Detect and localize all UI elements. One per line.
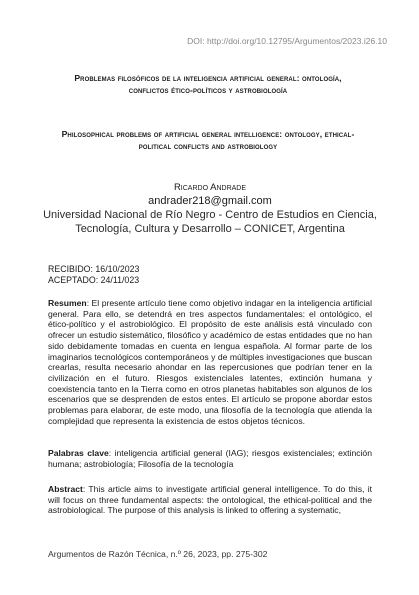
- author-affiliation: Universidad Nacional de Río Negro - Centro de Estudios en Ciencia, Tecnología, Cultura y Desarrollo – CONICET, Argentina: [43, 209, 377, 235]
- keywords-label: Palabras clave: [48, 448, 109, 458]
- dates-block: [48, 264, 139, 286]
- accepted-date: ACEPTADO: 24/11/023: [48, 275, 140, 285]
- resumen-text: : El presente artículo tiene como objetivo indagar en la inteligencia artificial general. Para ello, se detendrá en tres aspectos fundamentales: el ontológico, el ético-político y el astrobiológico. El propósito de este análisis está vinculado con ofrecer un estudio sistemático, filosófico y académico de estas entidades que no han sido debidamente tomadas en cuenta en lengua española. Al formar parte de los imaginarios tecnológicos contemporáneos y de múltiples investigaciones que buscan crearlas, resulta necesario ahondar en las repercusiones que podrían tener en la civilización en el futuro. Riesgos existenciales latentes, extinción humana y coexistencia tanto en la Tierra como en otros planetas habitables son algunos de los escenarios que se desprenden de estos entes. El artículo se propone abordar estos problemas para elaborar, de este modo, una filosofía de la tecnología que atienda la complejidad que representa la existencia de estos objetos técnicos.: [48, 298, 372, 426]
- abstract-text: : This article aims to investigate artificial general intelligence. To do this, it will focus on three fundamental aspects: the ontological, the ethical-political and the astrobiological. The purpose of this analysis is linked to offering a systematic,: [48, 484, 372, 516]
- received-date: RECIBIDO: 16/10/2023: [48, 264, 140, 274]
- title-spanish: Problemas filosóficos de la inteligencia artificial general: ontología, conflictos ético-políticos y astrobiología: [74, 73, 342, 96]
- resumen-label: Resumen: [48, 298, 87, 308]
- author-email[interactable]: andrader218@gmail.com: [148, 195, 272, 207]
- author-name: Ricardo Andrade: [173, 182, 247, 193]
- keywords-paragraph: [48, 448, 372, 469]
- abstract-label: Abstract: [48, 484, 83, 494]
- resumen-paragraph: [48, 298, 372, 426]
- author-block: [40, 182, 380, 236]
- title-english: Philosophical problems of artificial general intelligence: ontology, ethical-political conflicts and astrobiology: [61, 129, 355, 152]
- journal-footer: Argumentos de Razón Técnica, n.º 26, 2023, pp. 275-302: [48, 549, 268, 559]
- keywords-text: : inteligencia artificial general (IAG); riesgos existenciales; extinción humana; astrobiología; Filosofía de la tecnología: [48, 448, 372, 469]
- abstract-paragraph: [48, 484, 372, 516]
- doi-link[interactable]: DOI: http://doi.org/10.12795/Argumentos/2023.i26.10: [187, 36, 387, 46]
